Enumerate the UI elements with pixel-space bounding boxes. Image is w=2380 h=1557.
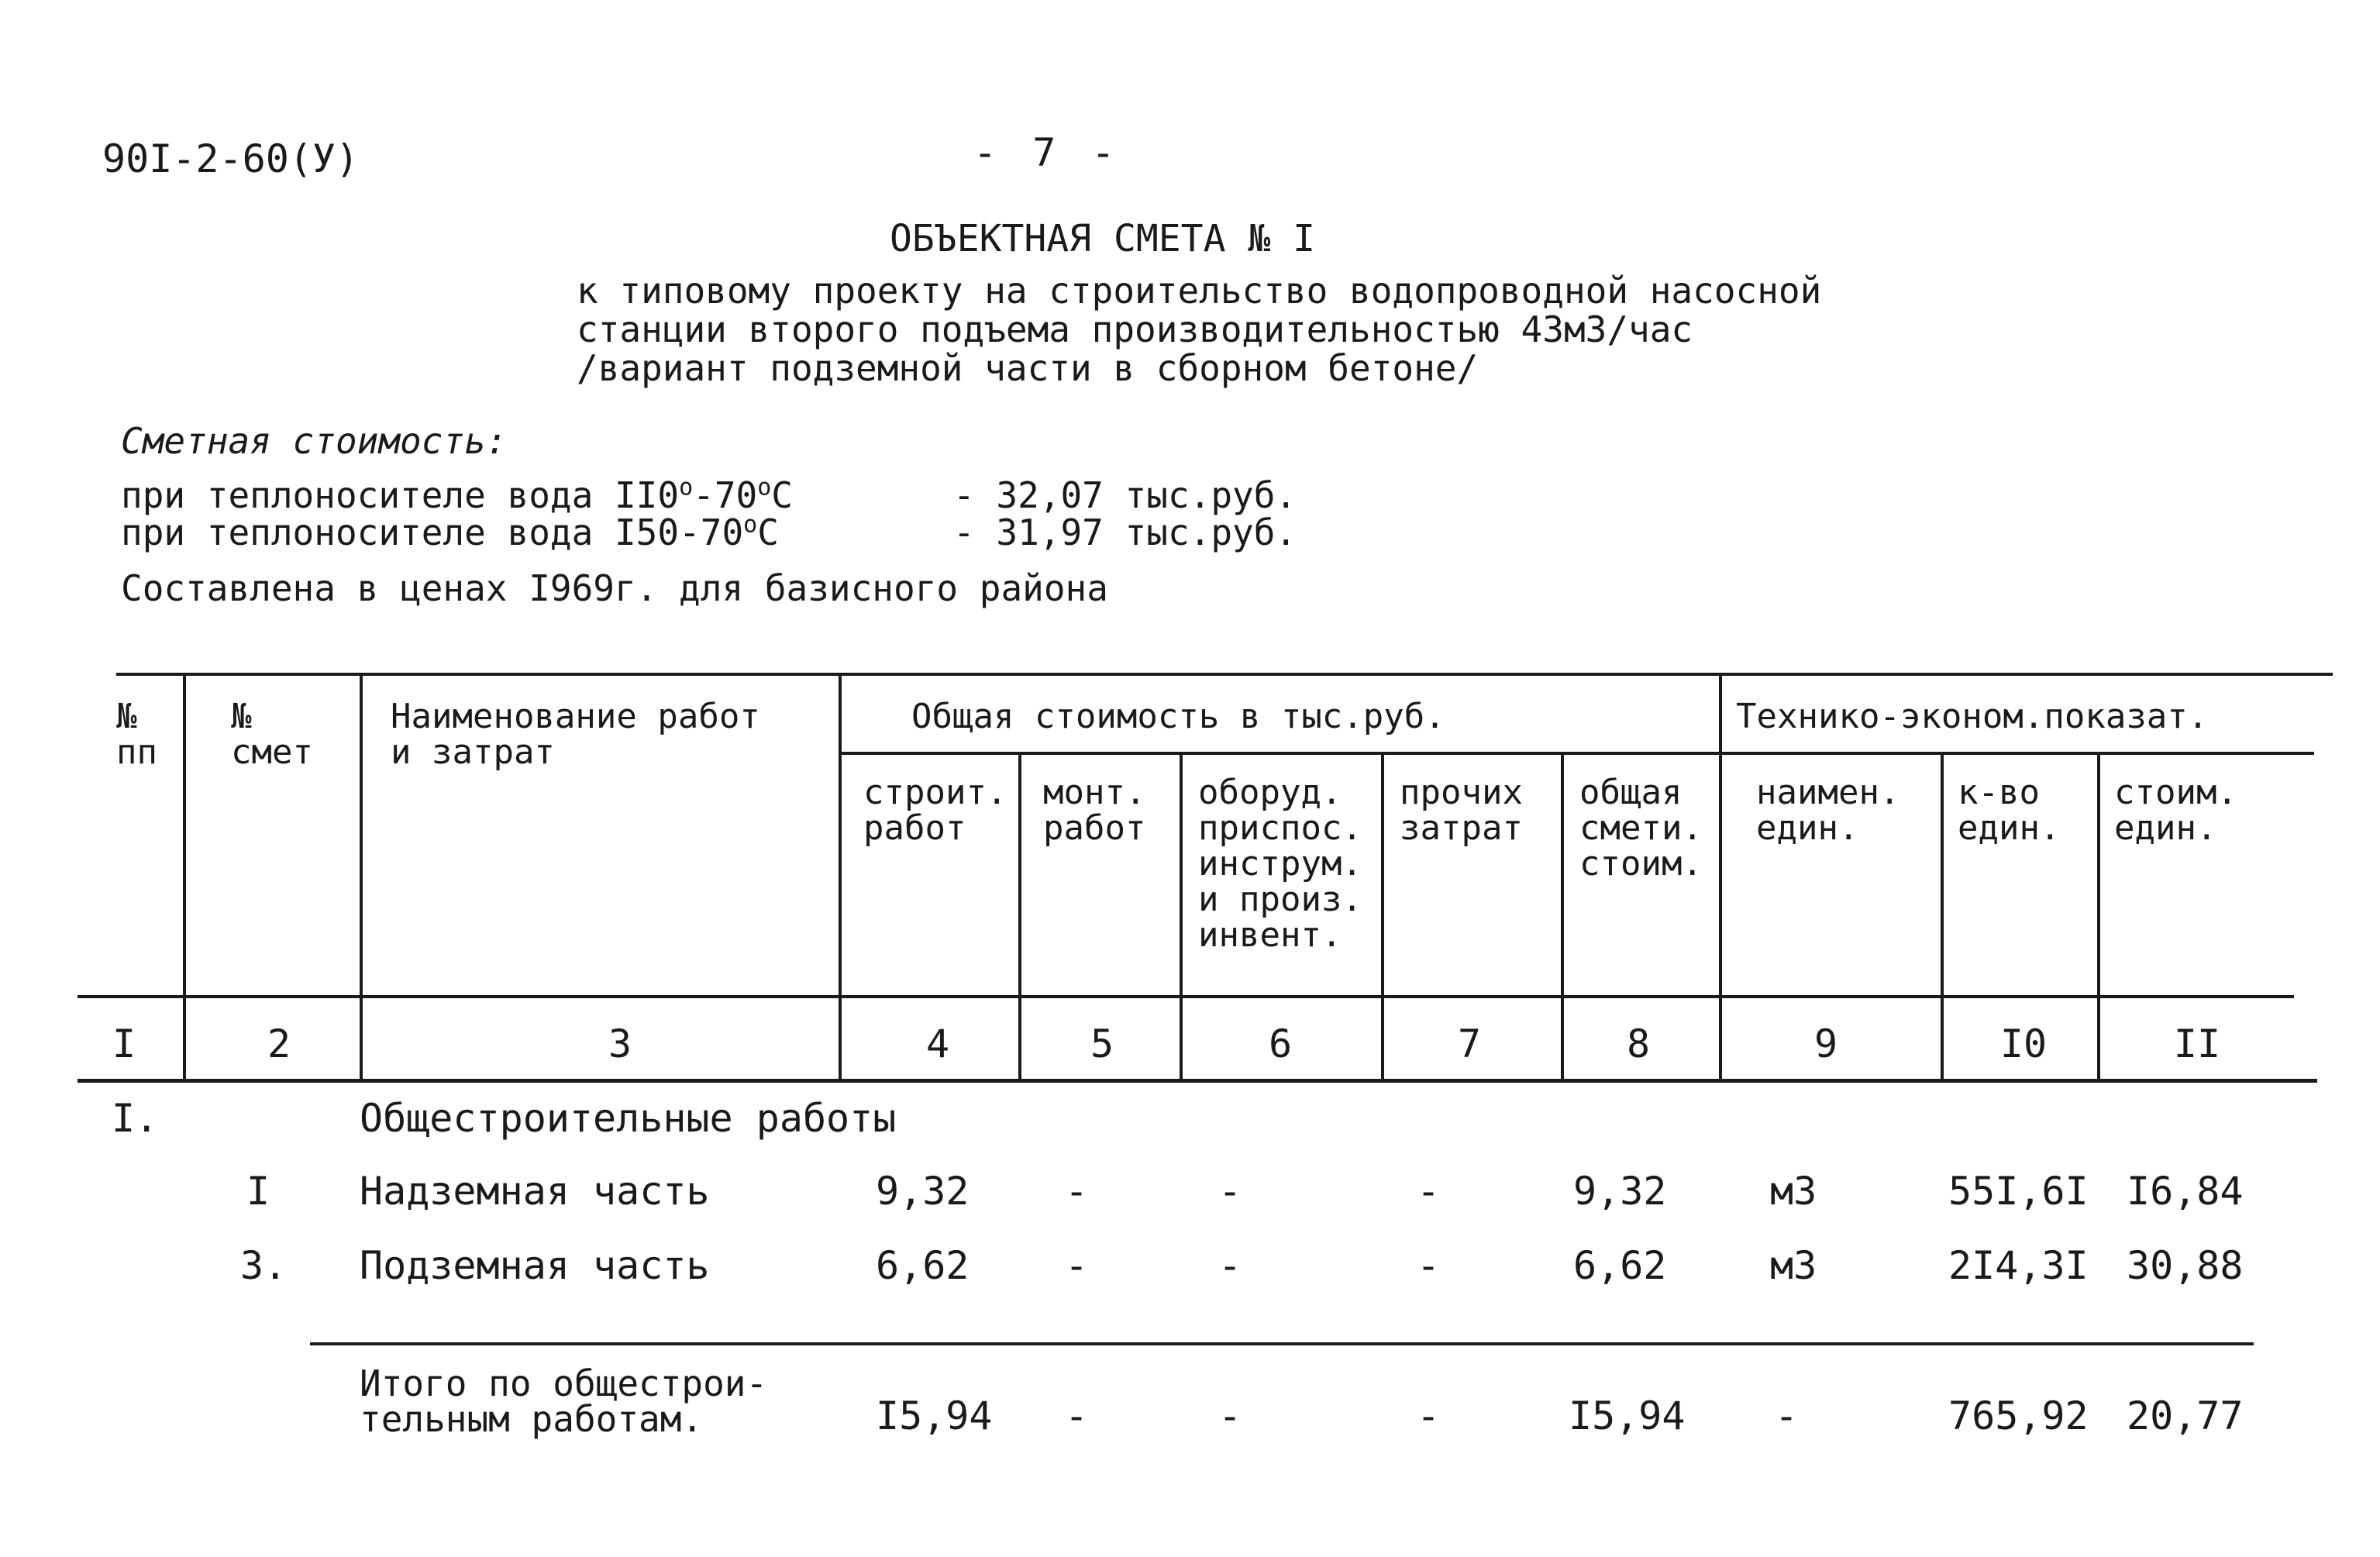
cost-line-1-mid: -70: [693, 474, 758, 516]
document-title: ОБЪЕКТНАЯ СМЕТА № I: [890, 217, 1316, 260]
col-divider-6: [1381, 752, 1384, 1080]
total-unit-name: -: [1775, 1393, 1799, 1438]
subtitle-line-2: станции второго подъема производительностью 43м3/час: [577, 308, 1693, 350]
subtitle-line-1: к типовому проекту на строительство водопроводной насосной: [577, 270, 1822, 312]
col-number: 9: [1813, 1021, 1838, 1066]
header-total-cost: общая смети. стоим.: [1579, 773, 1703, 884]
header-group-tech: Технико-эконом.показат.: [1736, 697, 2209, 736]
col-number: 3: [608, 1021, 632, 1066]
col-number: 2: [267, 1021, 291, 1066]
row-total-cost: 6,62: [1573, 1243, 1667, 1288]
row-construction: 9,32: [876, 1169, 970, 1214]
cost-line-1: при теплоносителе вода II0$^o$-70$^o$C: [121, 474, 793, 516]
header-other: прочих затрат: [1400, 773, 1523, 848]
row-name: Надземная часть: [360, 1169, 710, 1214]
document-code: 90I-2-60(У): [102, 136, 360, 181]
row-unit-qty: 2I4,3I: [1948, 1243, 2089, 1288]
header-equipment: оборуд. приспос. инструм. и произ. инвент.: [1198, 773, 1362, 955]
col-divider-10: [2097, 752, 2100, 1080]
col-number: 7: [1457, 1021, 1482, 1066]
total-unit-qty: 765,92: [1948, 1393, 2089, 1438]
col-number: 8: [1626, 1021, 1651, 1066]
row-unit-cost: I6,84: [2127, 1169, 2244, 1214]
total-equipment: -: [1218, 1393, 1242, 1438]
row-other: -: [1417, 1243, 1441, 1288]
row-name: Подземная часть: [360, 1243, 710, 1288]
row-total-cost: 9,32: [1573, 1169, 1667, 1214]
cost-line-2-prefix: при теплоносителе вода I50-70: [121, 512, 744, 553]
col-divider-9: [1941, 752, 1944, 1080]
subtitle-line-3: /вариант подземной части в сборном бетоне/: [577, 347, 1479, 389]
col-divider-7: [1561, 752, 1564, 1080]
row-installation: -: [1065, 1243, 1089, 1288]
total-installation: -: [1065, 1393, 1089, 1438]
header-construction: строит. работ: [863, 773, 1007, 848]
row-equipment: -: [1218, 1169, 1242, 1214]
row-equipment: -: [1218, 1243, 1242, 1288]
row-installation: -: [1065, 1169, 1089, 1214]
col-divider-4: [1018, 752, 1021, 1080]
header-unit-cost: стоим. един.: [2114, 773, 2237, 848]
section-title: Общестроительные работы: [360, 1096, 897, 1141]
row-unit-name: м3: [1770, 1169, 1817, 1214]
header-group-cost: Общая стоимость в тыс.руб.: [911, 697, 1445, 736]
col-divider-3: [839, 673, 842, 1080]
subheader-rule: [839, 752, 2314, 755]
header-unit-qty: к-во един.: [1958, 773, 2061, 848]
prices-note: Составлена в ценах I969г. для базисного района: [121, 567, 1108, 609]
row-unit-name: м3: [1770, 1243, 1817, 1288]
cost-line-1-unit: C: [771, 474, 793, 516]
section-number: I.: [112, 1096, 159, 1141]
col-number: 5: [1090, 1021, 1114, 1066]
header-bottom-rule: [77, 995, 2294, 998]
col-number: 4: [925, 1021, 950, 1066]
cost-line-1-prefix: при теплоносителе вода II0: [121, 474, 680, 516]
row-unit-cost: 30,88: [2127, 1243, 2244, 1288]
row-construction: 6,62: [876, 1243, 970, 1288]
total-name: Итого по общестрои- тельным работам.: [360, 1362, 768, 1440]
col-number: I: [112, 1021, 136, 1066]
header-num: № пп: [116, 697, 157, 772]
total-unit-cost: 20,77: [2127, 1393, 2244, 1438]
cost-line-2: при теплоносителе вода I50-70$^o$C: [121, 511, 779, 553]
header-installation: монт. работ: [1043, 773, 1146, 848]
col-number: II: [2173, 1021, 2221, 1066]
total-other: -: [1417, 1393, 1441, 1438]
total-construction: I5,94: [876, 1393, 993, 1438]
table-top-rule: [116, 673, 2333, 676]
page-number: - 7 -: [973, 130, 1121, 175]
row-other: -: [1417, 1169, 1441, 1214]
total-rule: [310, 1342, 2254, 1345]
col-divider-5: [1180, 752, 1183, 1080]
total-total-cost: I5,94: [1569, 1393, 1686, 1438]
col-number: I0: [1999, 1021, 2048, 1066]
header-unit-name: наимен. един.: [1756, 773, 1900, 848]
estimated-cost-label: Сметная стоимость:: [121, 420, 508, 462]
col-divider-2: [360, 673, 363, 1080]
row-smeta: 3.: [240, 1243, 288, 1288]
col-number: 6: [1268, 1021, 1293, 1066]
row-unit-qty: 55I,6I: [1948, 1169, 2089, 1214]
cost-line-2-value: - 31,97 тыс.руб.: [953, 512, 1297, 553]
header-name: Наименование работ и затрат: [391, 697, 760, 772]
row-smeta: I: [246, 1169, 270, 1214]
column-numbers-rule: [77, 1079, 2317, 1083]
cost-line-2-unit: C: [757, 512, 779, 553]
cost-line-1-value: - 32,07 тыс.руб.: [953, 474, 1297, 516]
header-smeta: № смет: [231, 697, 313, 772]
col-divider-1: [183, 673, 186, 1080]
col-divider-8: [1719, 673, 1722, 1080]
